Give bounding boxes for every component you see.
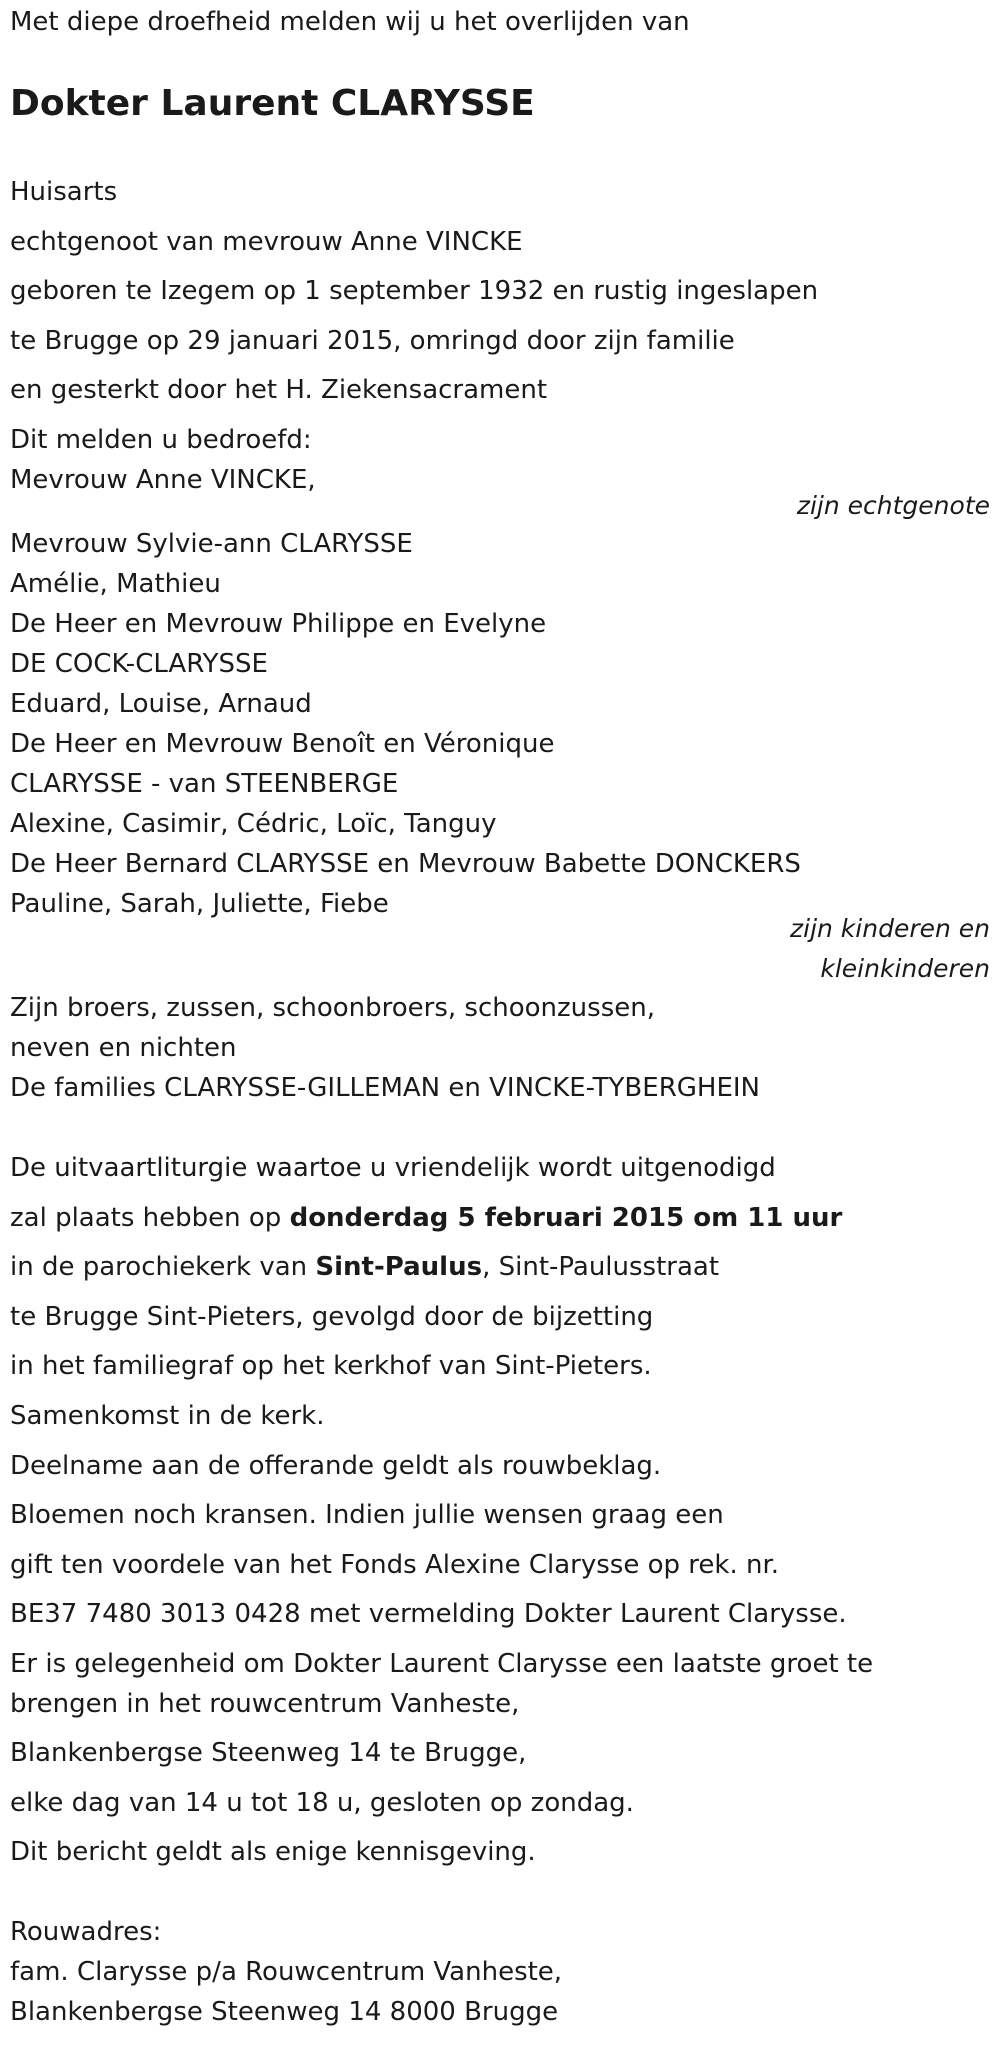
funeral-date-line (10, 1202, 842, 1234)
funeral-line: BE37 7480 3013 0428 met vermelding Dokter Laurent Clarysse. (10, 1599, 847, 1629)
mourners-intro: Dit melden u bedroefd: (10, 425, 312, 455)
funeral-line: elke dag van 14 u tot 18 u, gesloten op zondag. (10, 1788, 634, 1818)
deceased-name: Dokter Laurent CLARYSSE (10, 83, 535, 124)
family-line: De families CLARYSSE-GILLEMAN en VINCKE-TYBERGHEIN (10, 1073, 761, 1103)
family-line: Zijn broers, zussen, schoonbroers, schoonzussen, (10, 993, 655, 1023)
child-line: Eduard, Louise, Arnaud (10, 689, 312, 719)
child-line: DE COCK-CLARYSSE (10, 649, 268, 679)
funeral-line: Samenkomst in de kerk. (10, 1401, 325, 1431)
child-line: Alexine, Casimir, Cédric, Loïc, Tanguy (10, 809, 497, 839)
funeral-date-prefix: zal plaats hebben op (10, 1203, 290, 1233)
funeral-line: gift ten voordele van het Fonds Alexine Clarysse op rek. nr. (10, 1550, 780, 1580)
child-line: De Heer en Mevrouw Benoît en Véronique (10, 729, 555, 759)
funeral-line: brengen in het rouwcentrum Vanheste, (10, 1689, 520, 1719)
funeral-line: Er is gelegenheid om Dokter Laurent Clarysse een laatste groet te (10, 1649, 874, 1679)
church-prefix: in de parochiekerk van (10, 1252, 316, 1282)
child-line: Amélie, Mathieu (10, 569, 221, 599)
address-line: fam. Clarysse p/a Rouwcentrum Vanheste, (10, 1957, 563, 1987)
child-line: De Heer Bernard CLARYSSE en Mevrouw Babette DONCKERS (10, 849, 801, 879)
child-line: Mevrouw Sylvie-ann CLARYSSE (10, 529, 413, 559)
funeral-line: te Brugge Sint-Pieters, gevolgd door de bijzetting (10, 1302, 654, 1332)
children-relation-line: kleinkinderen (820, 954, 990, 983)
bio-line: geboren te Izegem op 1 september 1932 en rustig ingeslapen (10, 276, 819, 306)
funeral-line: Dit bericht geldt als enige kennisgeving. (10, 1837, 536, 1867)
funeral-date: donderdag 5 februari 2015 om 11 uur (289, 1203, 843, 1233)
bio-line: Huisarts (10, 177, 118, 207)
bio-line: echtgenoot van mevrouw Anne VINCKE (10, 227, 523, 257)
address-label: Rouwadres: (10, 1917, 162, 1947)
funeral-line: Blankenbergse Steenweg 14 te Brugge, (10, 1738, 527, 1768)
child-line: De Heer en Mevrouw Philippe en Evelyne (10, 609, 547, 639)
spouse-relation: zijn echtgenote (796, 491, 990, 520)
bio-line: en gesterkt door het H. Ziekensacrament (10, 375, 548, 405)
intro-text: Met diepe droefheid melden wij u het overlijden van (10, 7, 690, 37)
child-line: CLARYSSE - van STEENBERGE (10, 769, 399, 799)
bio-line: te Brugge op 29 januari 2015, omringd door zijn familie (10, 326, 735, 356)
funeral-line: De uitvaartliturgie waartoe u vriendelijk wordt uitgenodigd (10, 1153, 776, 1183)
church-street: , Sint-Paulusstraat (482, 1252, 720, 1282)
spouse-name: Mevrouw Anne VINCKE, (10, 465, 316, 495)
child-line: Pauline, Sarah, Juliette, Fiebe (10, 889, 389, 919)
funeral-church-line (10, 1251, 719, 1283)
obituary-notice (10, 0, 990, 2047)
children-relation-line: zijn kinderen en (790, 914, 990, 943)
funeral-line: Bloemen noch kransen. Indien jullie wensen graag een (10, 1500, 724, 1530)
funeral-line: Deelname aan de offerande geldt als rouwbeklag. (10, 1451, 662, 1481)
funeral-line: in het familiegraf op het kerkhof van Sint-Pieters. (10, 1351, 652, 1381)
address-line: Blankenbergse Steenweg 14 8000 Brugge (10, 1997, 559, 2027)
church-name: Sint-Paulus (315, 1252, 483, 1282)
family-line: neven en nichten (10, 1033, 237, 1063)
